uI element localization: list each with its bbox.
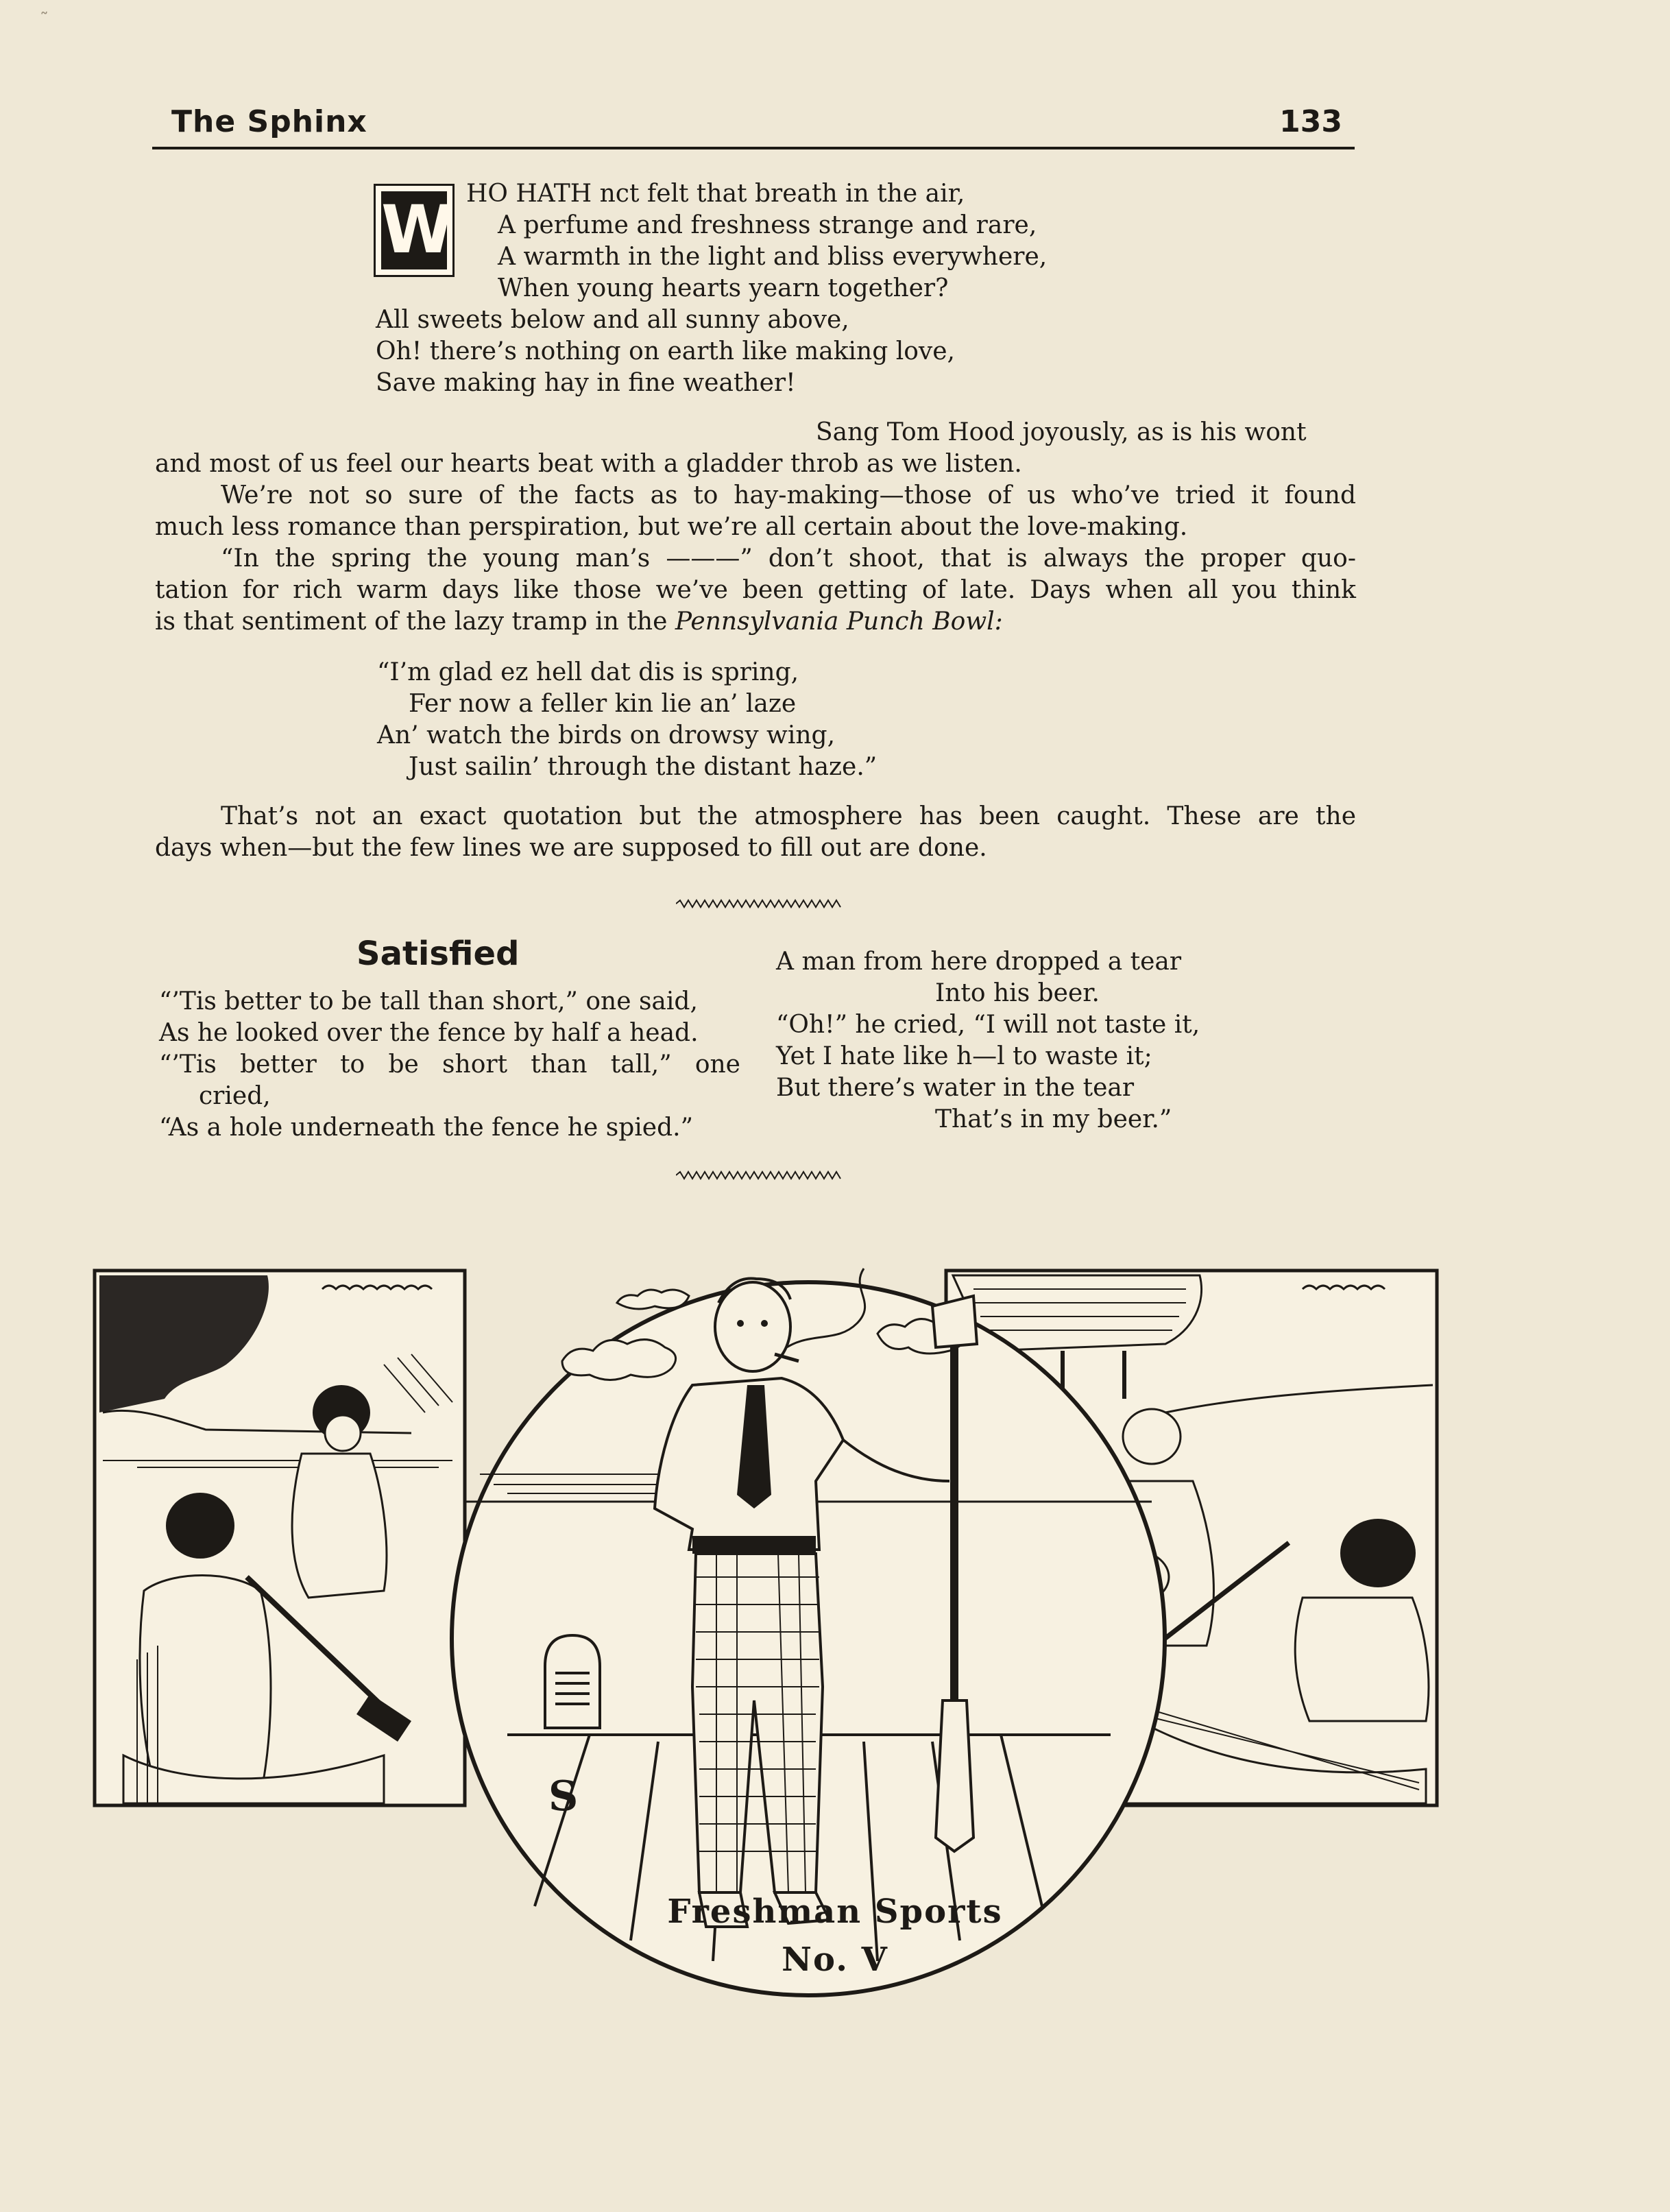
- quote-line: Just sailin’ through the distant haze.”: [409, 753, 878, 781]
- poem-line: HO HATH nct felt that breath in the air,: [466, 180, 965, 208]
- verse-line: But there’s water in the tear: [776, 1074, 1135, 1102]
- poem-line: A warmth in the light and bliss everywhere,: [498, 243, 1048, 271]
- journal-title: The Sphinx: [171, 104, 367, 139]
- caption-title: Freshman Sports: [667, 1892, 1003, 1931]
- essay-line: days when—but the few lines we are supposed to fill out are done.: [155, 834, 987, 862]
- verse-line: “’Tis better to be short than tall,” one: [159, 1050, 740, 1079]
- essay-line: “In the spring the young man’s ———” don’t shoot, that is always the proper quo-: [221, 544, 1356, 573]
- poem-line: All sweets below and all sunny above,: [376, 306, 849, 334]
- caption-subtitle: No. V: [782, 1940, 888, 1979]
- verse-line: Yet I hate like h—l to waste it;: [776, 1042, 1152, 1070]
- verse-line: “’Tis better to be tall than short,” one said,: [159, 987, 698, 1015]
- page-number: 133: [1279, 104, 1342, 139]
- poem-line: Save making hay in fine weather!: [376, 369, 796, 397]
- verse-line: That’s in my beer.”: [935, 1105, 1172, 1133]
- publication-title: Pennsylvania Punch Bowl:: [675, 608, 1003, 636]
- verse-line: As he looked over the fence by half a head.: [159, 1019, 699, 1047]
- quote-line: An’ watch the birds on drowsy wing,: [377, 721, 836, 749]
- verse-line: “As a hole underneath the fence he spied.”: [159, 1114, 693, 1142]
- poem-line: When young hearts yearn together?: [498, 274, 949, 302]
- essay-line: much less romance than perspiration, but we’re all certain about the love-making.: [155, 513, 1188, 541]
- verse-line: Into his beer.: [935, 979, 1100, 1007]
- quote-line: Fer now a feller kin lie an’ laze: [409, 690, 797, 718]
- section-title: Satisfied: [356, 935, 520, 973]
- artist-monogram: S: [548, 1772, 579, 1820]
- essay-line: tation for rich warm days like those we’ve been getting of late. Days when all you think: [155, 576, 1356, 604]
- essay-line: We’re not so sure of the facts as to hay-making—those of us who’ve tried it found: [221, 481, 1356, 509]
- essay-line: Sang Tom Hood joyously, as is his wont: [816, 418, 1307, 446]
- poem-line: Oh! there’s nothing on earth like making love,: [376, 337, 955, 365]
- essay-text: is that sentiment of the lazy tramp in the: [155, 608, 675, 636]
- quote-line: “I’m glad ez hell dat dis is spring,: [377, 658, 799, 686]
- pencil-mark: ˜: [40, 10, 49, 30]
- essay-line: and most of us feel our hearts beat with a gladder throb as we listen.: [155, 450, 1022, 478]
- verse-line: “Oh!” he cried, “I will not taste it,: [776, 1011, 1200, 1039]
- drop-cap-letter: W: [381, 191, 454, 268]
- poem-line: A perfume and freshness strange and rare,: [498, 211, 1037, 239]
- verse-line: cried,: [199, 1082, 271, 1110]
- left-panel-canoe-scene: [95, 1271, 465, 1805]
- verse-line: A man from here dropped a tear: [776, 948, 1182, 976]
- essay-line: That’s not an exact quotation but the atmosphere has been caught. These are the: [221, 802, 1356, 830]
